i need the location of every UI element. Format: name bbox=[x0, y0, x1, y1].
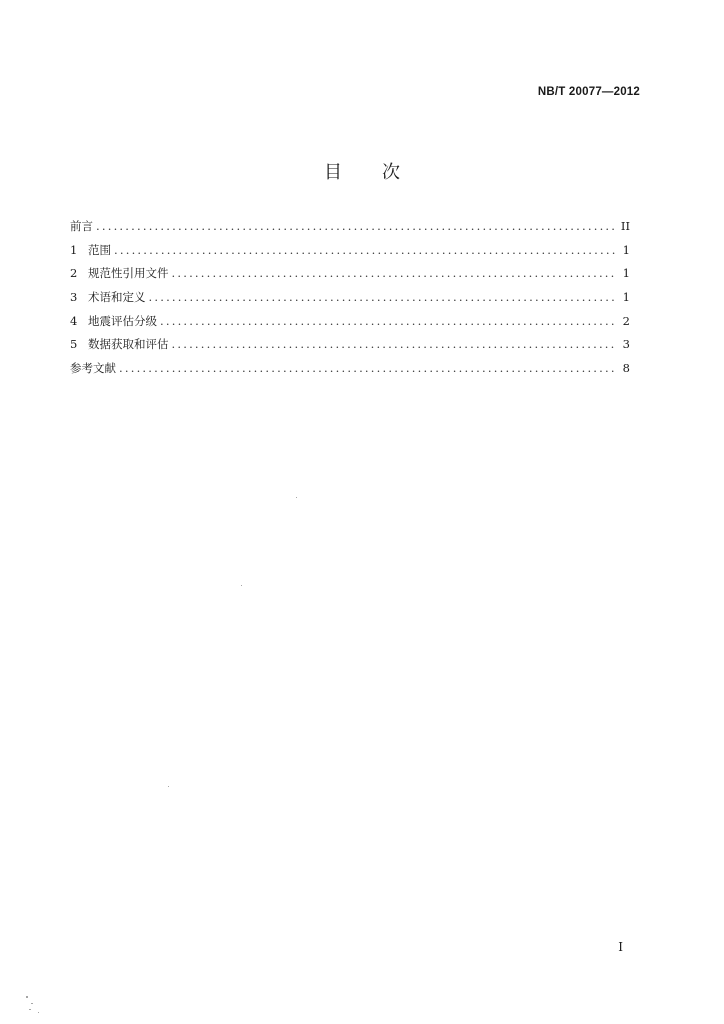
toc-entry-page: 1 bbox=[622, 290, 630, 305]
dot-leader bbox=[172, 266, 618, 280]
toc-entry-label: 术语和定义 bbox=[88, 290, 146, 305]
toc-entry-number: 3 bbox=[70, 290, 78, 305]
scan-speck bbox=[168, 786, 169, 787]
scan-speck bbox=[26, 996, 28, 998]
toc-entry-number: 1 bbox=[70, 242, 78, 257]
dot-leader bbox=[96, 219, 617, 233]
page-folio: I bbox=[618, 940, 623, 954]
scan-speck bbox=[241, 585, 242, 586]
toc-entry-bibliography[interactable] bbox=[70, 360, 630, 384]
toc-entry-label: 规范性引用文件 bbox=[88, 266, 169, 281]
toc-entry-page: II bbox=[620, 219, 630, 233]
dot-leader bbox=[172, 337, 618, 351]
toc-entry-number: 4 bbox=[70, 313, 78, 328]
toc-entry-page: 8 bbox=[622, 361, 630, 376]
toc-entry-page: 3 bbox=[622, 337, 630, 352]
scan-speck bbox=[296, 497, 297, 498]
toc-entry-normative-references[interactable] bbox=[70, 265, 630, 289]
dot-leader bbox=[119, 361, 617, 375]
toc-entry-foreword[interactable] bbox=[70, 218, 630, 242]
scan-speck bbox=[31, 1003, 33, 1004]
toc-entry-number: 2 bbox=[70, 266, 78, 281]
page-title bbox=[0, 158, 724, 184]
dot-leader bbox=[149, 290, 618, 304]
toc-entry-label: 参考文献 bbox=[70, 361, 116, 376]
toc-entry-label: 地震评估分级 bbox=[88, 313, 157, 328]
title-char-2: 次 bbox=[382, 162, 400, 183]
toc-entry-label: 范围 bbox=[88, 242, 111, 257]
table-of-contents bbox=[70, 218, 630, 384]
scan-speck bbox=[29, 1009, 31, 1010]
scan-speck bbox=[38, 1012, 39, 1013]
toc-entry-scope[interactable] bbox=[70, 242, 630, 266]
toc-entry-seismic-classification[interactable] bbox=[70, 313, 630, 337]
dot-leader bbox=[160, 314, 617, 328]
toc-entry-number: 5 bbox=[70, 337, 78, 352]
standard-code: NB/T 20077—2012 bbox=[537, 86, 640, 98]
toc-entry-page: 1 bbox=[622, 266, 630, 281]
toc-entry-terms-definitions[interactable] bbox=[70, 289, 630, 313]
dot-leader bbox=[114, 243, 617, 257]
title-char-1: 目 bbox=[324, 162, 342, 183]
toc-entry-label: 前言 bbox=[70, 219, 93, 233]
toc-entry-label: 数据获取和评估 bbox=[88, 337, 169, 352]
toc-entry-data-acquisition[interactable] bbox=[70, 336, 630, 360]
toc-entry-page: 1 bbox=[622, 242, 630, 257]
toc-entry-page: 2 bbox=[622, 313, 630, 328]
